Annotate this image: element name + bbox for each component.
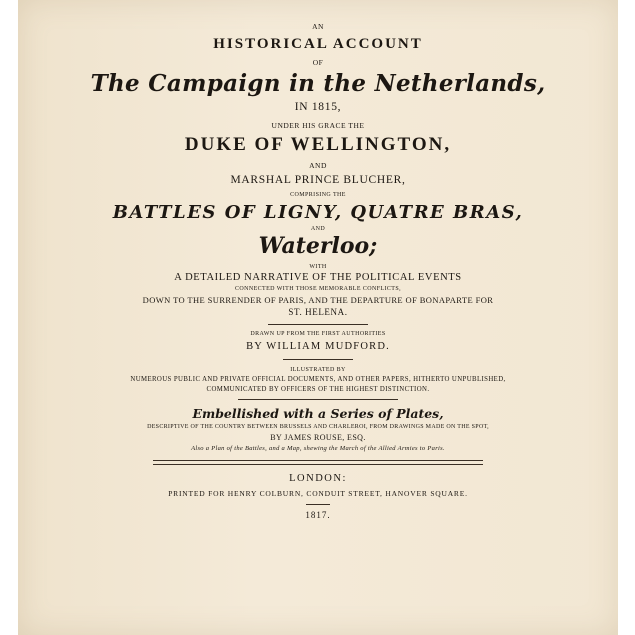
text-descriptive: DESCRIPTIVE OF THE COUNTRY BETWEEN BRUSSELS AND CHARLEROI, FROM DRAWINGS MADE ON THE SPOT,: [147, 424, 489, 430]
divider-1: [268, 324, 368, 325]
text-date: 1817.: [305, 510, 331, 520]
text-campaign: The Campaign in the Netherlands,: [90, 70, 546, 97]
text-communicated: COMMUNICATED BY OFFICERS OF THE HIGHEST DISTINCTION.: [206, 386, 430, 393]
text-and-1: AND: [309, 161, 327, 170]
text-battles: BATTLES OF LIGNY, QUATRE BRAS,: [112, 202, 524, 223]
text-drawn-up: DRAWN UP FROM THE FIRST AUTHORITIES: [250, 331, 386, 337]
text-rouse: BY JAMES ROUSE, ESQ.: [270, 433, 366, 442]
text-narrative: A DETAILED NARRATIVE OF THE POLITICAL EVENTS: [174, 272, 462, 283]
text-marshal: MARSHAL PRINCE BLUCHER,: [230, 174, 406, 186]
text-comprising: COMPRISING THE: [290, 192, 346, 198]
text-london: LONDON:: [289, 473, 347, 484]
divider-2: [283, 359, 353, 360]
text-of: OF: [312, 58, 324, 67]
text-surrender: DOWN TO THE SURRENDER OF PARIS, AND THE DEPARTURE OF BONAPARTE FOR: [142, 295, 494, 305]
text-documents: NUMEROUS PUBLIC AND PRIVATE OFFICIAL DOCUMENTS, AND OTHER PAPERS, HITHERTO UNPUBLISHED,: [130, 376, 506, 383]
text-author: BY WILLIAM MUDFORD.: [246, 341, 390, 352]
text-duke: DUKE OF WELLINGTON,: [184, 134, 452, 155]
title-page: [18, 0, 618, 635]
text-embellished: Embellished with a Series of Plates,: [192, 406, 444, 421]
divider-3: [238, 399, 398, 400]
text-connected: CONNECTED WITH THOSE MEMORABLE CONFLICTS,: [234, 286, 401, 292]
text-with: WITH: [309, 264, 327, 270]
divider-4: [306, 504, 330, 505]
double-rule: [153, 460, 483, 465]
text-printed: PRINTED FOR HENRY COLBURN, CONDUIT STREET, HANOVER SQUARE.: [168, 489, 468, 498]
text-year: IN 1815,: [294, 101, 342, 113]
text-an: AN: [312, 22, 324, 31]
text-and-2: AND: [310, 226, 326, 232]
title-page-text: [18, 22, 618, 520]
text-helena: ST. HELENA.: [288, 307, 348, 317]
text-plan: Also a Plan of the Battles, and a Map, shewing the March of the Allied Armies to Paris.: [191, 445, 445, 452]
text-illustrated: ILLUSTRATED BY: [290, 367, 346, 373]
text-under-grace: UNDER HIS GRACE THE: [271, 121, 365, 130]
text-historical-account: HISTORICAL ACCOUNT: [213, 36, 423, 52]
text-waterloo: Waterloo;: [258, 233, 378, 259]
